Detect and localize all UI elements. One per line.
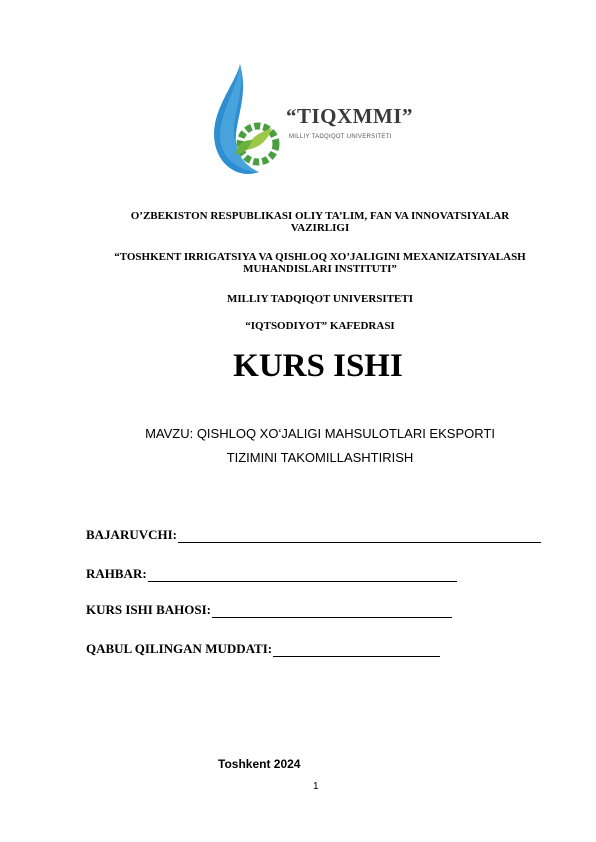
institute-name-line2: MUHANDISLARI INSTITUTI”: [243, 263, 397, 275]
university-name: MILLIY TADQIQOT UNIVERSITETI: [226, 293, 414, 305]
ministry-name-line1: O’ZBEKISTON RESPUBLIKASI OLIY TA’LIM, FAN VA INNOVATSIYALAR: [130, 210, 510, 222]
institute-name-line1: “TOSHKENT IRRIGATSIYA VA QISHLOQ XO’JALIGINI MEXANIZATSIYALASH: [114, 251, 526, 263]
executor-label: BAJARUVCHI:: [86, 527, 177, 542]
page-number: 1: [313, 781, 319, 792]
supervisor-blank-line: [148, 569, 457, 582]
grade-blank-line: [212, 605, 452, 618]
grade-field: [86, 602, 452, 618]
executor-field: [86, 527, 541, 543]
document-title: KURS ISHI: [233, 348, 403, 384]
topic-line1: MAVZU: QISHLOQ XO‘JALIGI MAHSULOTLARI EKSPORTI: [145, 426, 495, 441]
department-name: “IQTSODIYOT” KAFEDRASI: [245, 320, 395, 332]
ministry-name-line2: VAZIRLIGI: [290, 222, 350, 234]
logo-subtitle: MILLIY TADQIQOT UNIVERSITETI: [289, 134, 392, 140]
accepted-date-field: [86, 641, 440, 657]
city-year: Toshkent 2024: [218, 757, 301, 771]
executor-blank-line: [178, 530, 541, 543]
logo-title: “TIQXMMI”: [286, 104, 413, 128]
supervisor-label: RAHBAR:: [86, 566, 147, 581]
grade-label: KURS ISHI BAHOSI:: [86, 602, 211, 617]
topic-line2: TIZIMINI TAKOMILLASHTIRISH: [226, 450, 414, 465]
supervisor-field: [86, 566, 457, 582]
water-drop-gear-icon: [206, 62, 286, 178]
accepted-date-label: QABUL QILINGAN MUDDATI:: [86, 641, 273, 656]
accepted-date-blank-line: [273, 644, 440, 657]
university-logo: [206, 62, 436, 178]
